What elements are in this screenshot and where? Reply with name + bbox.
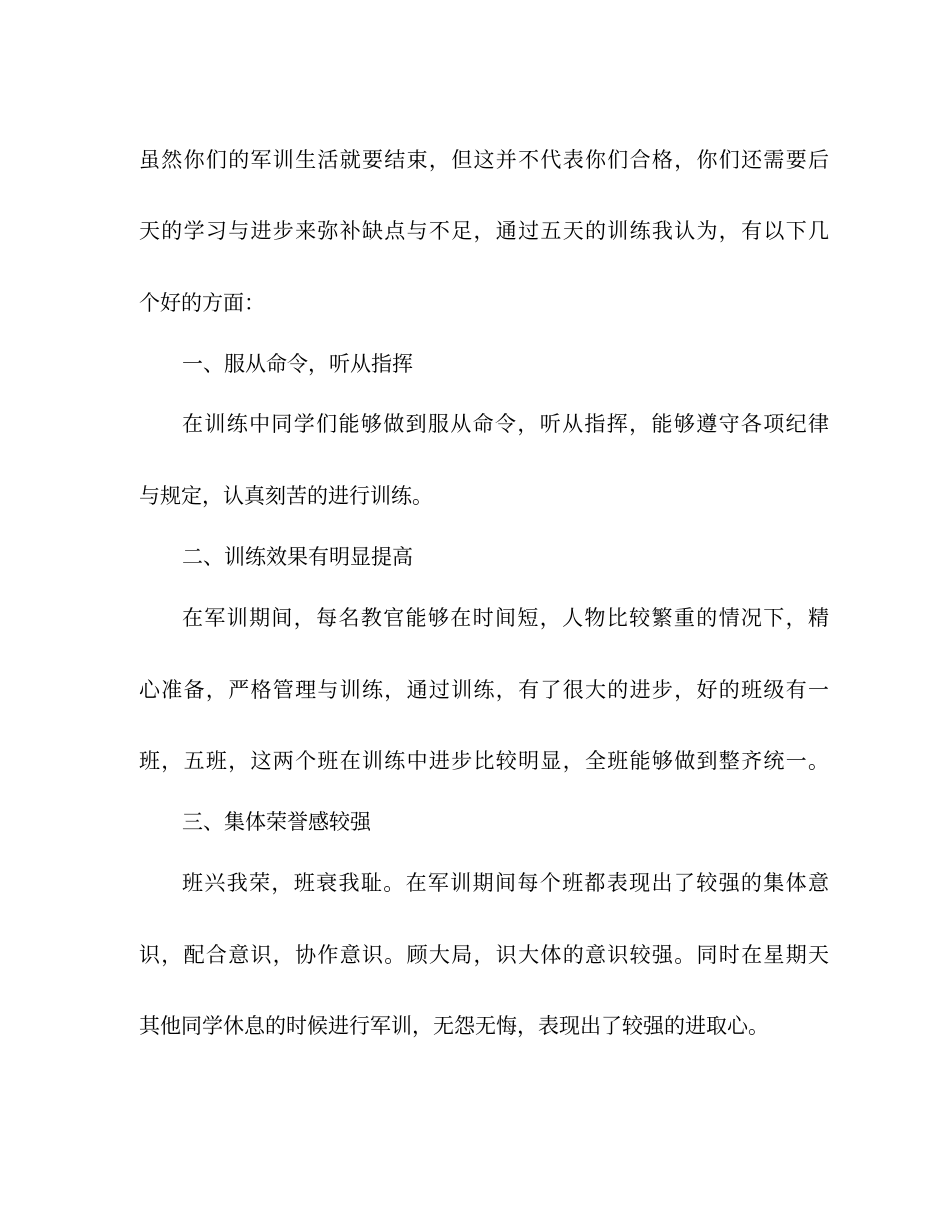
- paragraph-line: 虽然你们的军训生活就要结束，但这并不代表你们合格，你们还需要后: [139, 148, 829, 172]
- paragraph-line: 识，配合意识，协作意识。顾大局，识大体的意识较强。同时在星期天: [139, 943, 829, 967]
- paragraph-line: 在军训期间，每名教官能够在时间短，人物比较繁重的情况下，精: [182, 606, 829, 630]
- paragraph-line: 心准备，严格管理与训练，通过训练，有了很大的进步，好的班级有一: [139, 678, 829, 702]
- paragraph-line: 天的学习与进步来弥补缺点与不足，通过五天的训练我认为，有以下几: [139, 219, 829, 243]
- paragraph-line: 在训练中同学们能够做到服从命令，听从指挥，能够遵守各项纪律: [182, 412, 829, 436]
- paragraph-line: 个好的方面：: [139, 291, 265, 315]
- paragraph-line: 班兴我荣，班衰我耻。在军训期间每个班都表现出了较强的集体意: [182, 871, 829, 895]
- paragraph-line: 其他同学休息的时候进行军训，无怨无悔，表现出了较强的进取心。: [139, 1014, 769, 1038]
- paragraph-line: 班，五班，这两个班在训练中进步比较明显，全班能够做到整齐统一。: [139, 749, 829, 773]
- paragraph-line: 与规定，认真刻苦的进行训练。: [139, 484, 433, 508]
- section-heading: 三、集体荣誉感较强: [182, 810, 371, 834]
- section-heading: 二、训练效果有明显提高: [182, 545, 413, 569]
- section-heading: 一、服从命令，听从指挥: [182, 352, 413, 376]
